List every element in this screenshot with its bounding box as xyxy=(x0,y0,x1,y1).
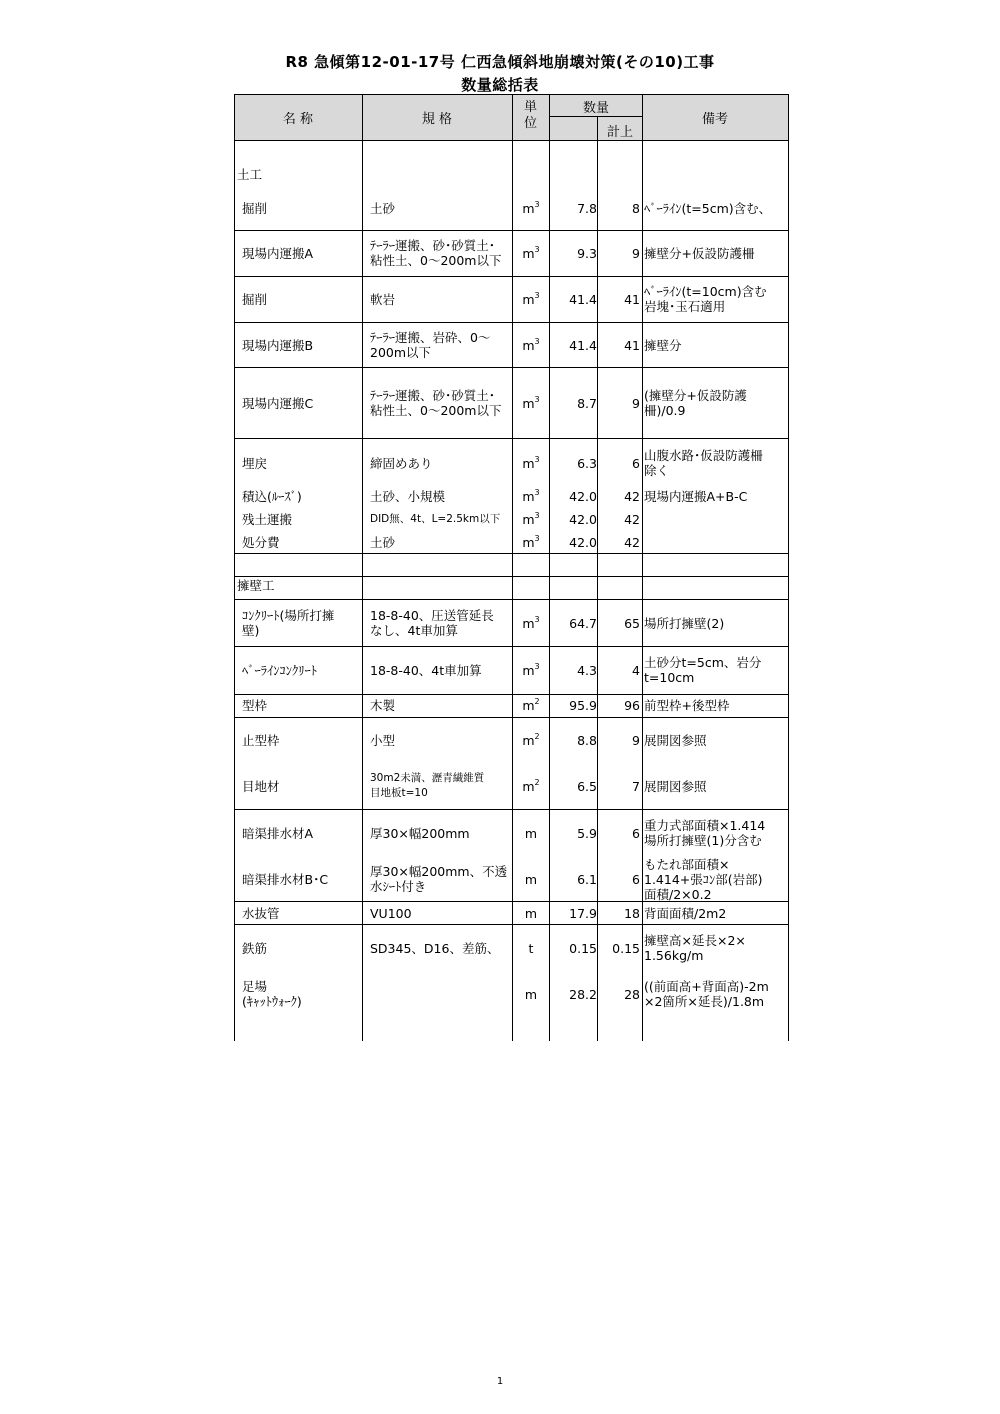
item-note: 擁壁分 xyxy=(644,337,682,353)
item-total: 65 xyxy=(624,615,640,631)
item-total: 0.15 xyxy=(612,940,640,956)
unit-symbol: m xyxy=(522,201,535,216)
item-quantity: 42.0 xyxy=(569,488,597,504)
item-spec: 18-8-40、圧送管延長 なし、4t車加算 xyxy=(370,608,494,638)
item-total: 7 xyxy=(632,778,640,794)
unit-exponent: 3 xyxy=(534,511,540,520)
item-note: 前型枠+後型枠 xyxy=(644,697,730,713)
header-total: 計上 xyxy=(606,125,633,140)
item-quantity: 41.4 xyxy=(569,337,597,353)
item-unit xyxy=(513,535,549,550)
item-unit xyxy=(513,733,549,748)
item-spec: VU100 xyxy=(370,905,412,921)
item-spec: 18-8-40、4t車加算 xyxy=(370,662,482,678)
item-quantity: 5.9 xyxy=(577,825,597,841)
unit-exponent: 3 xyxy=(534,662,540,671)
item-quantity: 95.9 xyxy=(569,697,597,713)
header-name: 名 称 xyxy=(282,112,314,127)
item-quantity: 8.7 xyxy=(577,395,597,411)
unit-symbol: m xyxy=(522,616,535,631)
item-note: ﾍﾞｰﾗｲﾝ(t=10cm)含む 岩塊･玉石適用 xyxy=(644,284,767,314)
item-spec: ﾃｰﾗｰ運搬、砂･砂質土･ 粘性土、0～200m以下 xyxy=(370,238,502,268)
item-name: 暗渠排水材A xyxy=(242,825,314,841)
item-total: 9 xyxy=(632,395,640,411)
unit-exponent: 3 xyxy=(534,615,540,624)
item-quantity: 0.15 xyxy=(569,940,597,956)
item-total: 28 xyxy=(624,986,640,1002)
item-quantity: 6.3 xyxy=(577,455,597,471)
document-title: R8 急傾第12-01-17号 仁西急傾斜地崩壊対策(その10)工事 xyxy=(285,53,715,71)
item-spec: 土砂 xyxy=(370,534,396,550)
section-retaining-wall: 擁壁工 xyxy=(237,578,275,593)
unit-symbol: m xyxy=(522,246,535,261)
item-unit xyxy=(513,906,549,921)
item-unit xyxy=(513,616,549,631)
unit-symbol: m xyxy=(522,698,535,713)
item-unit xyxy=(513,663,549,678)
item-unit xyxy=(513,246,549,261)
unit-symbol: m xyxy=(522,396,535,411)
unit-exponent: 3 xyxy=(534,245,540,254)
section-earthwork: 土工 xyxy=(237,167,263,182)
item-name: 止型枠 xyxy=(242,732,280,748)
header-quantity: 数量 xyxy=(582,101,609,116)
quantity-table xyxy=(234,94,789,1041)
item-spec: 厚30×幅200mm xyxy=(370,825,470,841)
item-total: 6 xyxy=(632,455,640,471)
item-unit xyxy=(513,396,549,411)
unit-symbol: m xyxy=(522,456,535,471)
document-subtitle: 数量総括表 xyxy=(461,76,539,94)
item-note: 展開図参照 xyxy=(644,778,707,794)
item-name: ﾍﾞｰﾗｲﾝｺﾝｸﾘｰﾄ xyxy=(242,662,318,678)
item-quantity: 42.0 xyxy=(569,534,597,550)
unit-symbol: t xyxy=(528,941,534,956)
unit-exponent: 3 xyxy=(534,395,540,404)
item-total: 41 xyxy=(624,291,640,307)
item-spec: DID無、4t、L=2.5km以下 xyxy=(370,512,501,525)
item-name: 型枠 xyxy=(242,697,268,713)
item-total: 9 xyxy=(632,732,640,748)
item-name: 現場内運搬A xyxy=(242,245,314,261)
item-spec: 木製 xyxy=(370,697,396,713)
item-quantity: 9.3 xyxy=(577,245,597,261)
item-note: 重力式部面積×1.414 場所打擁壁(1)分含む xyxy=(644,818,766,848)
item-total: 4 xyxy=(632,662,640,678)
item-quantity: 64.7 xyxy=(569,615,597,631)
item-unit xyxy=(513,512,549,527)
item-spec: 土砂、小規模 xyxy=(370,488,446,504)
item-note: ((前面高+背面高)-2m ×2箇所×延長)/1.8m xyxy=(644,979,769,1009)
unit-symbol: m xyxy=(524,826,538,841)
item-name: 掘削 xyxy=(242,200,268,216)
item-spec: SD345、D16、差筋、 xyxy=(370,940,500,956)
item-spec: 土砂 xyxy=(370,200,396,216)
item-quantity: 7.8 xyxy=(577,200,597,216)
item-note: 背面面積/2m2 xyxy=(644,905,727,921)
item-unit xyxy=(513,987,549,1002)
header-unit: 単 位 xyxy=(523,100,537,131)
unit-symbol: m xyxy=(522,779,535,794)
item-spec: 30m2未満、瀝青繊維質 目地板t=10 xyxy=(370,772,485,799)
item-unit xyxy=(513,698,549,713)
item-total: 9 xyxy=(632,245,640,261)
unit-exponent: 2 xyxy=(534,697,540,706)
unit-symbol: m xyxy=(522,663,535,678)
unit-exponent: 3 xyxy=(534,337,540,346)
page-number: 1 xyxy=(496,1376,504,1387)
item-total: 6 xyxy=(632,825,640,841)
item-unit xyxy=(513,201,549,216)
header-spec: 規 格 xyxy=(421,112,453,127)
unit-symbol: m xyxy=(524,872,538,887)
unit-exponent: 3 xyxy=(534,291,540,300)
item-name: 水抜管 xyxy=(242,905,280,921)
item-quantity: 41.4 xyxy=(569,291,597,307)
item-total: 6 xyxy=(632,871,640,887)
unit-symbol: m xyxy=(522,292,535,307)
item-spec: 小型 xyxy=(370,732,396,748)
item-spec: 締固めあり xyxy=(370,455,433,471)
item-name: 残土運搬 xyxy=(242,511,293,527)
item-unit xyxy=(513,872,549,887)
item-name: 暗渠排水材B･C xyxy=(242,871,329,887)
unit-symbol: m xyxy=(524,906,538,921)
unit-exponent: 3 xyxy=(534,534,540,543)
item-spec: ﾃｰﾗｰ運搬、砂･砂質土･ 粘性土、0～200m以下 xyxy=(370,388,502,418)
item-name: 足場 (ｷｬｯﾄｳｫｰｸ) xyxy=(242,979,302,1009)
item-quantity: 4.3 xyxy=(577,662,597,678)
item-note: 山腹水路･仮設防護柵 除く xyxy=(644,448,763,478)
item-name: 目地材 xyxy=(242,778,280,794)
item-total: 42 xyxy=(624,511,640,527)
item-note: 展開図参照 xyxy=(644,732,707,748)
header-note: 備考 xyxy=(701,112,728,127)
item-name: ｺﾝｸﾘｰﾄ(場所打擁 壁) xyxy=(242,608,335,638)
item-spec: ﾃｰﾗｰ運搬、岩砕、0～ 200m以下 xyxy=(370,330,491,360)
item-quantity: 6.1 xyxy=(577,871,597,887)
item-quantity: 28.2 xyxy=(569,986,597,1002)
item-total: 42 xyxy=(624,488,640,504)
item-total: 18 xyxy=(624,905,640,921)
item-total: 42 xyxy=(624,534,640,550)
item-name: 現場内運搬B xyxy=(242,337,314,353)
item-quantity: 17.9 xyxy=(569,905,597,921)
item-name: 処分費 xyxy=(242,534,280,550)
item-unit xyxy=(513,338,549,353)
unit-exponent: 3 xyxy=(534,488,540,497)
item-quantity: 42.0 xyxy=(569,511,597,527)
item-note: 擁壁分+仮設防護柵 xyxy=(644,245,755,261)
unit-symbol: m xyxy=(522,733,535,748)
item-unit xyxy=(513,456,549,471)
unit-exponent: 3 xyxy=(534,455,540,464)
item-spec: 軟岩 xyxy=(370,291,396,307)
item-note: 現場内運搬A+B-C xyxy=(644,488,748,504)
item-unit xyxy=(513,941,549,956)
unit-exponent: 2 xyxy=(534,778,540,787)
item-total: 96 xyxy=(624,697,640,713)
item-note: ﾍﾞｰﾗｲﾝ(t=5cm)含む、 xyxy=(644,200,772,216)
item-total: 8 xyxy=(632,200,640,216)
item-name: 埋戻 xyxy=(242,455,268,471)
item-quantity: 8.8 xyxy=(577,732,597,748)
item-unit xyxy=(513,292,549,307)
item-note: 土砂分t=5cm、岩分 t=10cm xyxy=(644,655,762,685)
item-name: 掘削 xyxy=(242,291,268,307)
unit-symbol: m xyxy=(524,987,538,1002)
unit-symbol: m xyxy=(522,535,535,550)
item-note: もたれ部面積× 1.414+張ｺﾝ部(岩部) 面積/2×0.2 xyxy=(644,856,763,902)
item-unit xyxy=(513,826,549,841)
item-note: 場所打擁壁(2) xyxy=(644,615,725,631)
item-note: 擁壁高×延長×2× 1.56kg/m xyxy=(644,933,746,963)
item-name: 現場内運搬C xyxy=(242,395,314,411)
item-quantity: 6.5 xyxy=(577,778,597,794)
item-name: 積込(ﾙｰｽﾞ) xyxy=(242,488,302,504)
unit-symbol: m xyxy=(522,489,535,504)
item-note: (擁壁分+仮設防護 柵)/0.9 xyxy=(644,388,747,418)
item-total: 41 xyxy=(624,337,640,353)
item-unit xyxy=(513,489,549,504)
item-name: 鉄筋 xyxy=(242,940,268,956)
unit-symbol: m xyxy=(522,512,535,527)
unit-exponent: 2 xyxy=(534,732,540,741)
unit-symbol: m xyxy=(522,338,535,353)
item-unit xyxy=(513,779,549,794)
unit-exponent: 3 xyxy=(534,200,540,209)
item-spec: 厚30×幅200mm、不透 水ｼｰﾄ付き xyxy=(370,864,508,894)
